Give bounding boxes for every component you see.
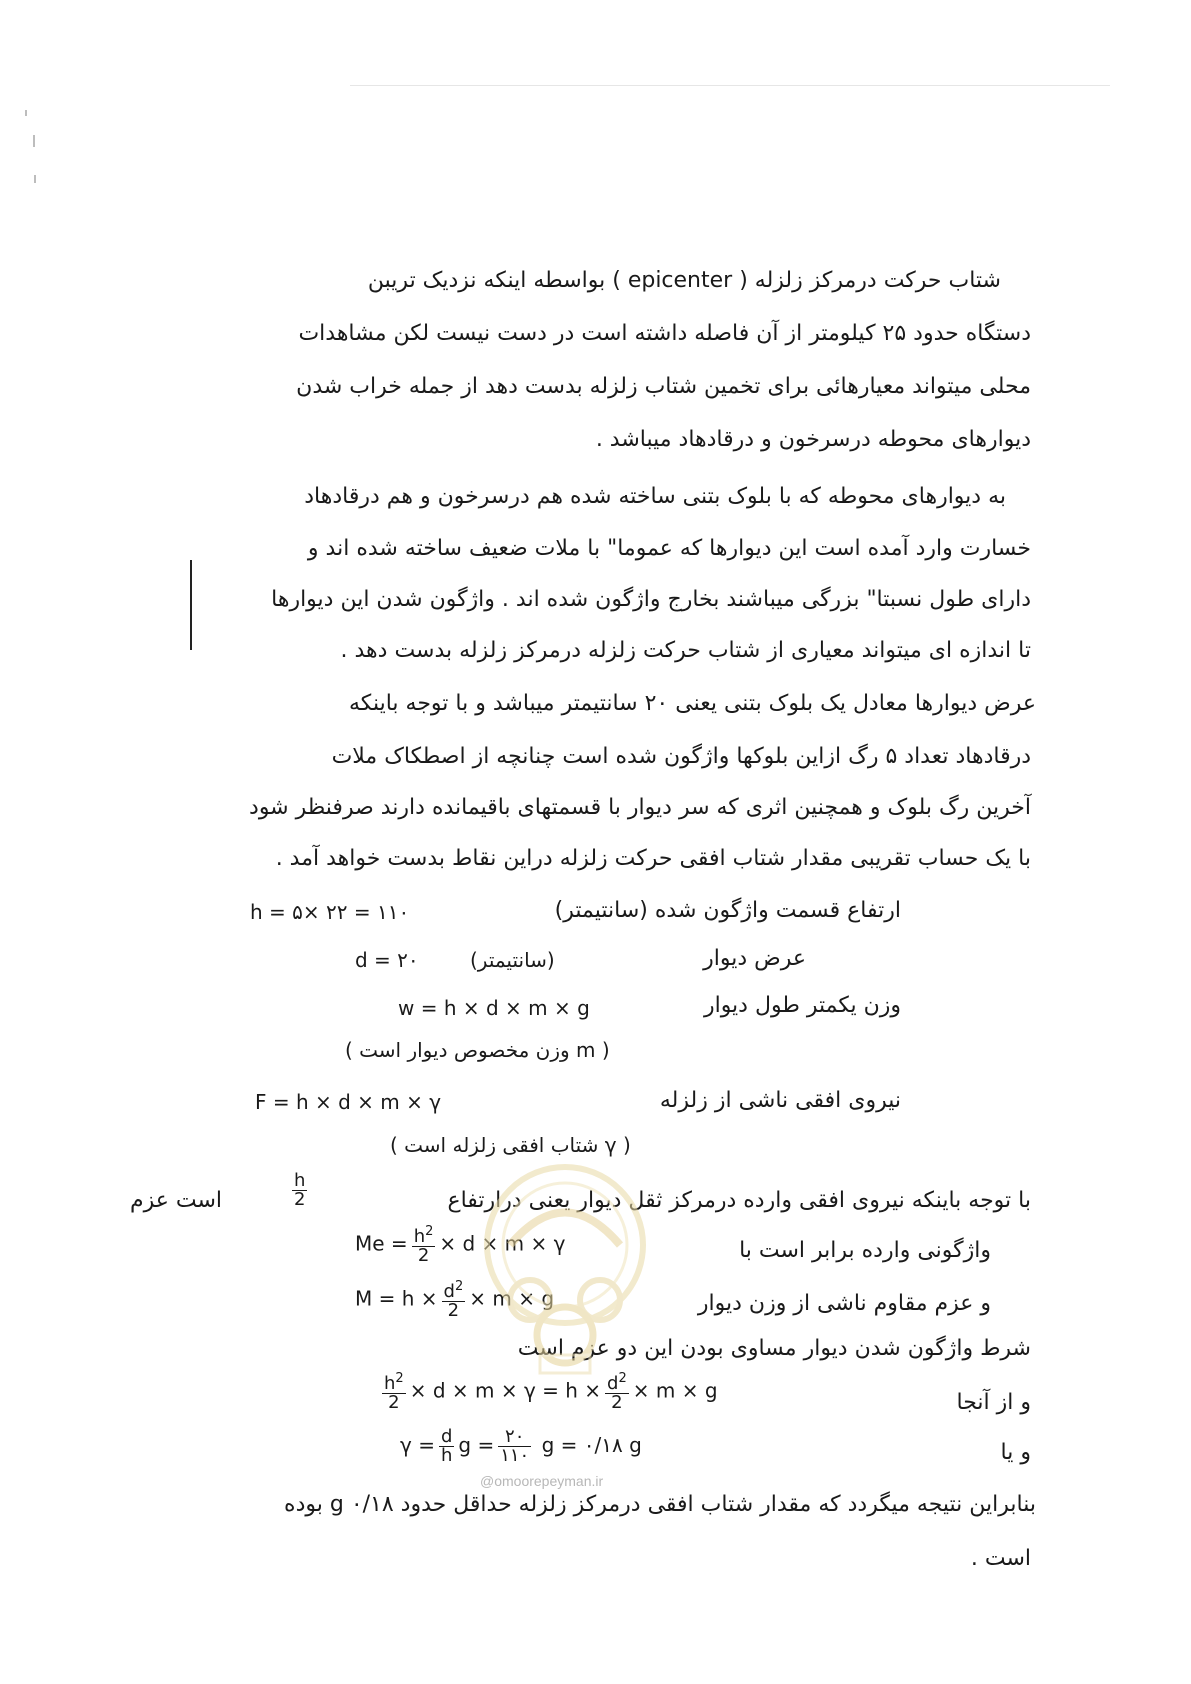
- p1-line-4: دیوارهای محوطه درسرخون و درقادهاد میباشد .: [595, 427, 1031, 452]
- p2-line-1: به دیوارهای محوطه که با بلوک بتنی ساخته شده هم درسرخون و هم درقادهاد: [304, 484, 1006, 509]
- frac-num: h: [292, 1172, 307, 1191]
- d-expression: d = ۲۰: [355, 948, 419, 972]
- gamma-mid: g =: [458, 1433, 495, 1457]
- me-expression: Me = $\frac{h^2}{2}$ × d × m × γ: [355, 1224, 566, 1266]
- watermark-seal-logo: [470, 1150, 660, 1410]
- f-label: نیروی افقی ناشی از زلزله: [659, 1088, 901, 1113]
- gamma-num2: ۲۰: [498, 1428, 531, 1447]
- p1-line-2: دستگاه حدود ۲۵ کیلومتر از آن فاصله داشته است در دست نیست لکن مشاهدات: [298, 321, 1031, 346]
- equality-expression: $\frac{h^2}{2}$ × d × m × γ = h × $\frac{d^2}{2}$ × m × g: [384, 1371, 718, 1413]
- me-right: × d × m × γ: [439, 1231, 566, 1256]
- f-expression: F = h × d × m × γ: [255, 1090, 442, 1114]
- watermark-site: @omoorepeyman.ir: [480, 1473, 604, 1489]
- p2-line-2: خسارت وارد آمده است این دیوارها که عموما" با ملات ضعیف ساخته شده اند و: [307, 536, 1031, 561]
- p4-line-2: است عزم: [130, 1188, 223, 1213]
- p2-line-4: تا اندازه ای میتواند معیاری از شتاب حرکت زلزله درمرکز زلزله بدست دهد .: [340, 638, 1031, 663]
- eq-tail: × m × g: [632, 1378, 718, 1403]
- or-label: و یا: [1000, 1440, 1031, 1465]
- h-expression: h = ۵× ۲۲ = ۱۱۰: [250, 900, 410, 924]
- p4-line-1: با توجه باینکه نیروی افقی وارده درمرکز ثقل دیوار یعنی درارتفاع: [447, 1188, 1031, 1213]
- p3-line-1: عرض دیوارها معادل یک بلوک بتنی یعنی ۲۰ سانتیمتر میباشد و با توجه باینکه: [349, 691, 1036, 716]
- w-label: وزن یکمتر طول دیوار: [703, 993, 901, 1018]
- gamma-expression: [400, 1428, 642, 1465]
- gamma-den: h: [440, 1445, 453, 1466]
- me-label: واژگونی وارده برابر است با: [739, 1238, 991, 1263]
- d-label: عرض دیوار: [703, 946, 806, 971]
- frac-den: 2: [294, 1189, 306, 1210]
- p1-line-1: شتاب حرکت درمرکز زلزله ( epicenter ) بواسطه اینکه نزدیک تریبن: [367, 268, 1001, 293]
- p3-line-2: درقادهاد تعداد ۵ رگ ازاین بلوکها واژگون شده است چنانچه از اصطکاک ملات: [331, 744, 1031, 769]
- gamma-start: γ =: [400, 1433, 435, 1457]
- scan-speck: [34, 175, 36, 183]
- m-note: ( m وزن مخصوص دیوار است ): [345, 1038, 610, 1062]
- gamma-num: d: [440, 1426, 453, 1447]
- eq-mid: × d × m × γ = h ×: [409, 1378, 602, 1403]
- p5-line-2: است .: [970, 1546, 1031, 1571]
- condition-label: شرط واژگون شدن دیوار مساوی بودن این دو عزم است: [517, 1336, 1031, 1361]
- mr-label: و عزم مقاوم ناشی از وزن دیوار: [697, 1291, 991, 1316]
- p5-line-1: بنابراین نتیجه میگردد که مقدار شتاب افقی درمرکز زلزله حداقل حدود g ۰/۱۸ بوده: [284, 1492, 1036, 1517]
- p3-line-3: آخرین رگ بلوک و همچنین اثری که سر دیوار با قسمتهای باقیمانده دارند صرفنظر شود: [249, 795, 1031, 820]
- mr-expression: M = h × $\frac{d^2}{2}$ × m × g: [355, 1279, 555, 1321]
- margin-mark: [190, 560, 192, 650]
- scan-speck: [33, 135, 35, 147]
- mr-left: M = h ×: [355, 1286, 438, 1311]
- scan-speck: [350, 85, 1110, 86]
- p2-line-3: دارای طول نسبتا" بزرگی میباشند بخارج واژگون شده اند . واژگون شدن این دیوارها: [271, 587, 1031, 612]
- gamma-den2: ۱۱۰: [500, 1445, 530, 1466]
- from-label: و از آنجا: [956, 1390, 1031, 1415]
- p3-line-4: با یک حساب تقریبی مقدار شتاب افقی حرکت زلزله دراین نقاط بدست خواهد آمد .: [275, 846, 1031, 871]
- scan-speck: [25, 110, 27, 116]
- h-label: ارتفاع قسمت واژگون شده (سانتیمتر): [554, 898, 901, 923]
- me-left: Me =: [355, 1231, 408, 1256]
- p1-line-3: محلی میتواند معیارهائی برای تخمین شتاب زلزله بدست دهد از جمله خراب شدن: [296, 374, 1031, 399]
- mr-right: × m × g: [469, 1286, 555, 1311]
- w-expression: w = h × d × m × g: [398, 996, 590, 1020]
- gamma-note: ( γ شتاب افقی زلزله است ): [390, 1133, 631, 1157]
- gamma-result: g = ۰/۱۸ g: [541, 1433, 642, 1457]
- h-over-2-fraction: [288, 1172, 311, 1209]
- d-unit: (سانتیمتر): [470, 948, 555, 972]
